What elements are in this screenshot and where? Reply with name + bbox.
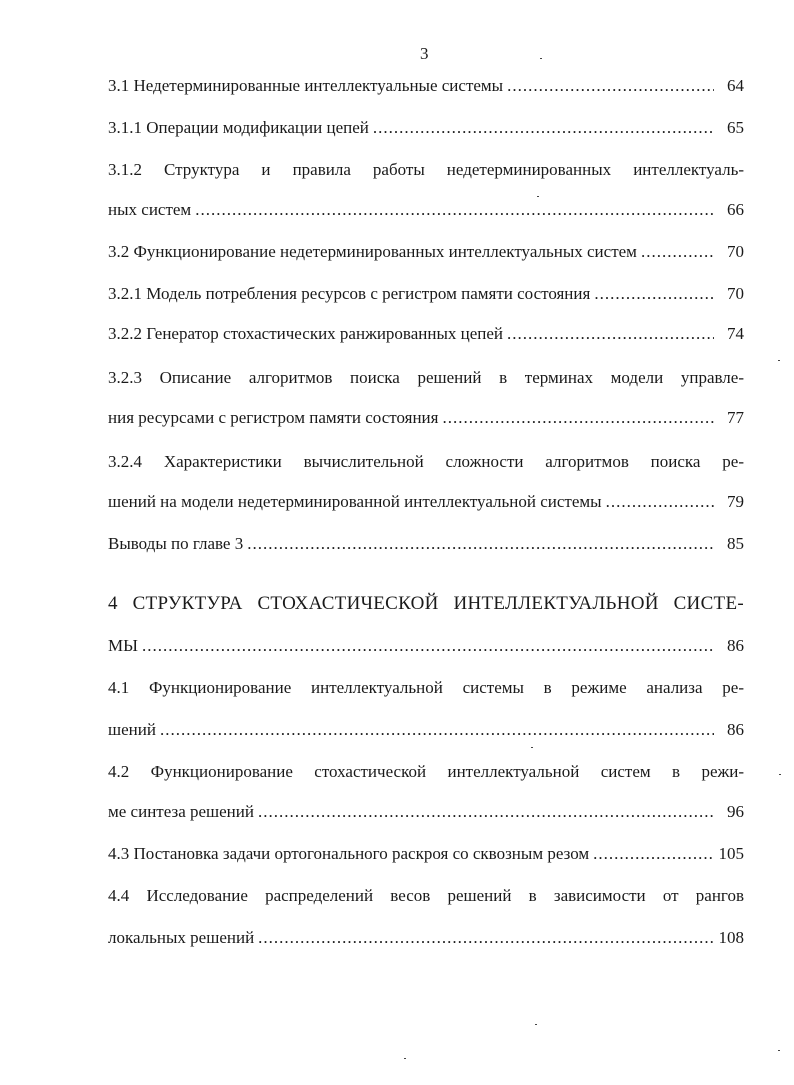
- toc-page-ref: 74: [727, 324, 744, 343]
- toc-entry-3-2-1: [108, 282, 744, 306]
- dot-leader: [442, 406, 714, 430]
- toc-chapter-4: [108, 634, 744, 658]
- toc-entry-title: ных систем: [108, 200, 192, 219]
- scan-speck: [531, 747, 533, 748]
- toc-page-ref: 86: [727, 720, 744, 739]
- scan-speck: [540, 58, 542, 59]
- toc-entry-title: шений: [108, 720, 156, 739]
- dot-leader: [258, 800, 714, 824]
- toc-page-ref: 108: [718, 928, 744, 947]
- toc-entry-4-2: [108, 800, 744, 824]
- toc-entry-4-4: [108, 926, 744, 950]
- toc-entry-title: ме синтеза решений: [108, 802, 254, 821]
- toc-entry-title: 3.2.1 Модель потребления ресурсов с регистром памяти состояния: [108, 284, 591, 303]
- toc-entry-title: ния ресурсами с регистром памяти состояния: [108, 408, 439, 427]
- toc-entry-3-1-2: [108, 198, 744, 222]
- dot-leader: [593, 842, 714, 866]
- toc-entry-title: МЫ: [108, 636, 138, 655]
- toc-entry-3-2-3-line1: 3.2.3 Описание алгоритмов поиска решений в терминах модели управле-: [108, 368, 744, 387]
- toc-page-ref: 65: [727, 118, 744, 137]
- toc-entry-3-1: [108, 74, 744, 98]
- dot-leader: [373, 116, 714, 140]
- page-number: 3: [420, 44, 429, 63]
- toc-page-ref: 70: [727, 284, 744, 303]
- dot-leader: [142, 634, 714, 658]
- dot-leader: [247, 532, 714, 556]
- toc-page-ref: 86: [727, 636, 744, 655]
- toc-entry-title: 4.3 Постановка задачи ортогонального раскроя со сквозным резом: [108, 844, 590, 863]
- dot-leader: [507, 322, 714, 346]
- toc-entry-3-2-2: [108, 322, 744, 346]
- toc-entry-3-2-3: [108, 406, 744, 430]
- dot-leader: [258, 926, 714, 950]
- scan-speck: [535, 1024, 537, 1025]
- toc-entry-3-2-4: [108, 490, 744, 514]
- dot-leader: [641, 240, 714, 264]
- toc-page-ref: 70: [727, 242, 744, 261]
- toc-entry-4-3: [108, 842, 744, 866]
- scan-speck: [537, 196, 539, 197]
- toc-entry-4-2-line1: 4.2 Функционирование стохастической интеллектуальной систем в режи-: [108, 762, 744, 781]
- dot-leader: [507, 74, 714, 98]
- toc-entry-4-4-line1: 4.4 Исследование распределений весов решений в зависимости от рангов: [108, 886, 744, 905]
- scan-speck: [779, 774, 781, 775]
- toc-entry-3-1-2-line1: 3.1.2 Структура и правила работы недетерминированных интеллектуаль-: [108, 160, 744, 179]
- toc-entry-title: локальных решений: [108, 928, 255, 947]
- toc-entry-3-2-4-line1: 3.2.4 Характеристики вычислительной сложности алгоритмов поиска ре-: [108, 452, 744, 471]
- toc-entry-4-1-line1: 4.1 Функционирование интеллектуальной системы в режиме анализа ре-: [108, 678, 744, 697]
- scan-speck: [778, 1050, 780, 1051]
- dot-leader: [160, 718, 714, 742]
- dot-leader: [606, 490, 714, 514]
- toc-entry-title: 3.2.2 Генератор стохастических ранжированных цепей: [108, 324, 504, 343]
- toc-entry-title: шений на модели недетерминированной интеллектуальной системы: [108, 492, 602, 511]
- toc-page-ref: 105: [718, 844, 744, 863]
- toc-page-ref: 96: [727, 802, 744, 821]
- dot-leader: [594, 282, 714, 306]
- dot-leader: [195, 198, 714, 222]
- scan-speck: [778, 360, 780, 361]
- toc-page-ref: 64: [727, 76, 744, 95]
- toc-entry-title: 3.1 Недетерминированные интеллектуальные системы: [108, 76, 504, 95]
- toc-entry-3-2: [108, 240, 744, 264]
- toc-page-ref: 77: [727, 408, 744, 427]
- toc-entry-3-1-1: [108, 116, 744, 140]
- toc-entry-4-1: [108, 718, 744, 742]
- toc-entry-title: Выводы по главе 3: [108, 534, 244, 553]
- toc-entry-title: 3.2 Функционирование недетерминированных интеллектуальных систем: [108, 242, 637, 261]
- toc-chapter-4-heading-line1: 4 СТРУКТУРА СТОХАСТИЧЕСКОЙ ИНТЕЛЛЕКТУАЛЬНОЙ СИСТЕ-: [108, 593, 744, 614]
- toc-entry-conclusions-3: [108, 532, 744, 556]
- toc-page-ref: 66: [727, 200, 744, 219]
- toc-page-ref: 85: [727, 534, 744, 553]
- toc-entry-title: 3.1.1 Операции модификации цепей: [108, 118, 369, 137]
- toc-page-ref: 79: [727, 492, 744, 511]
- scan-speck: [404, 1058, 406, 1059]
